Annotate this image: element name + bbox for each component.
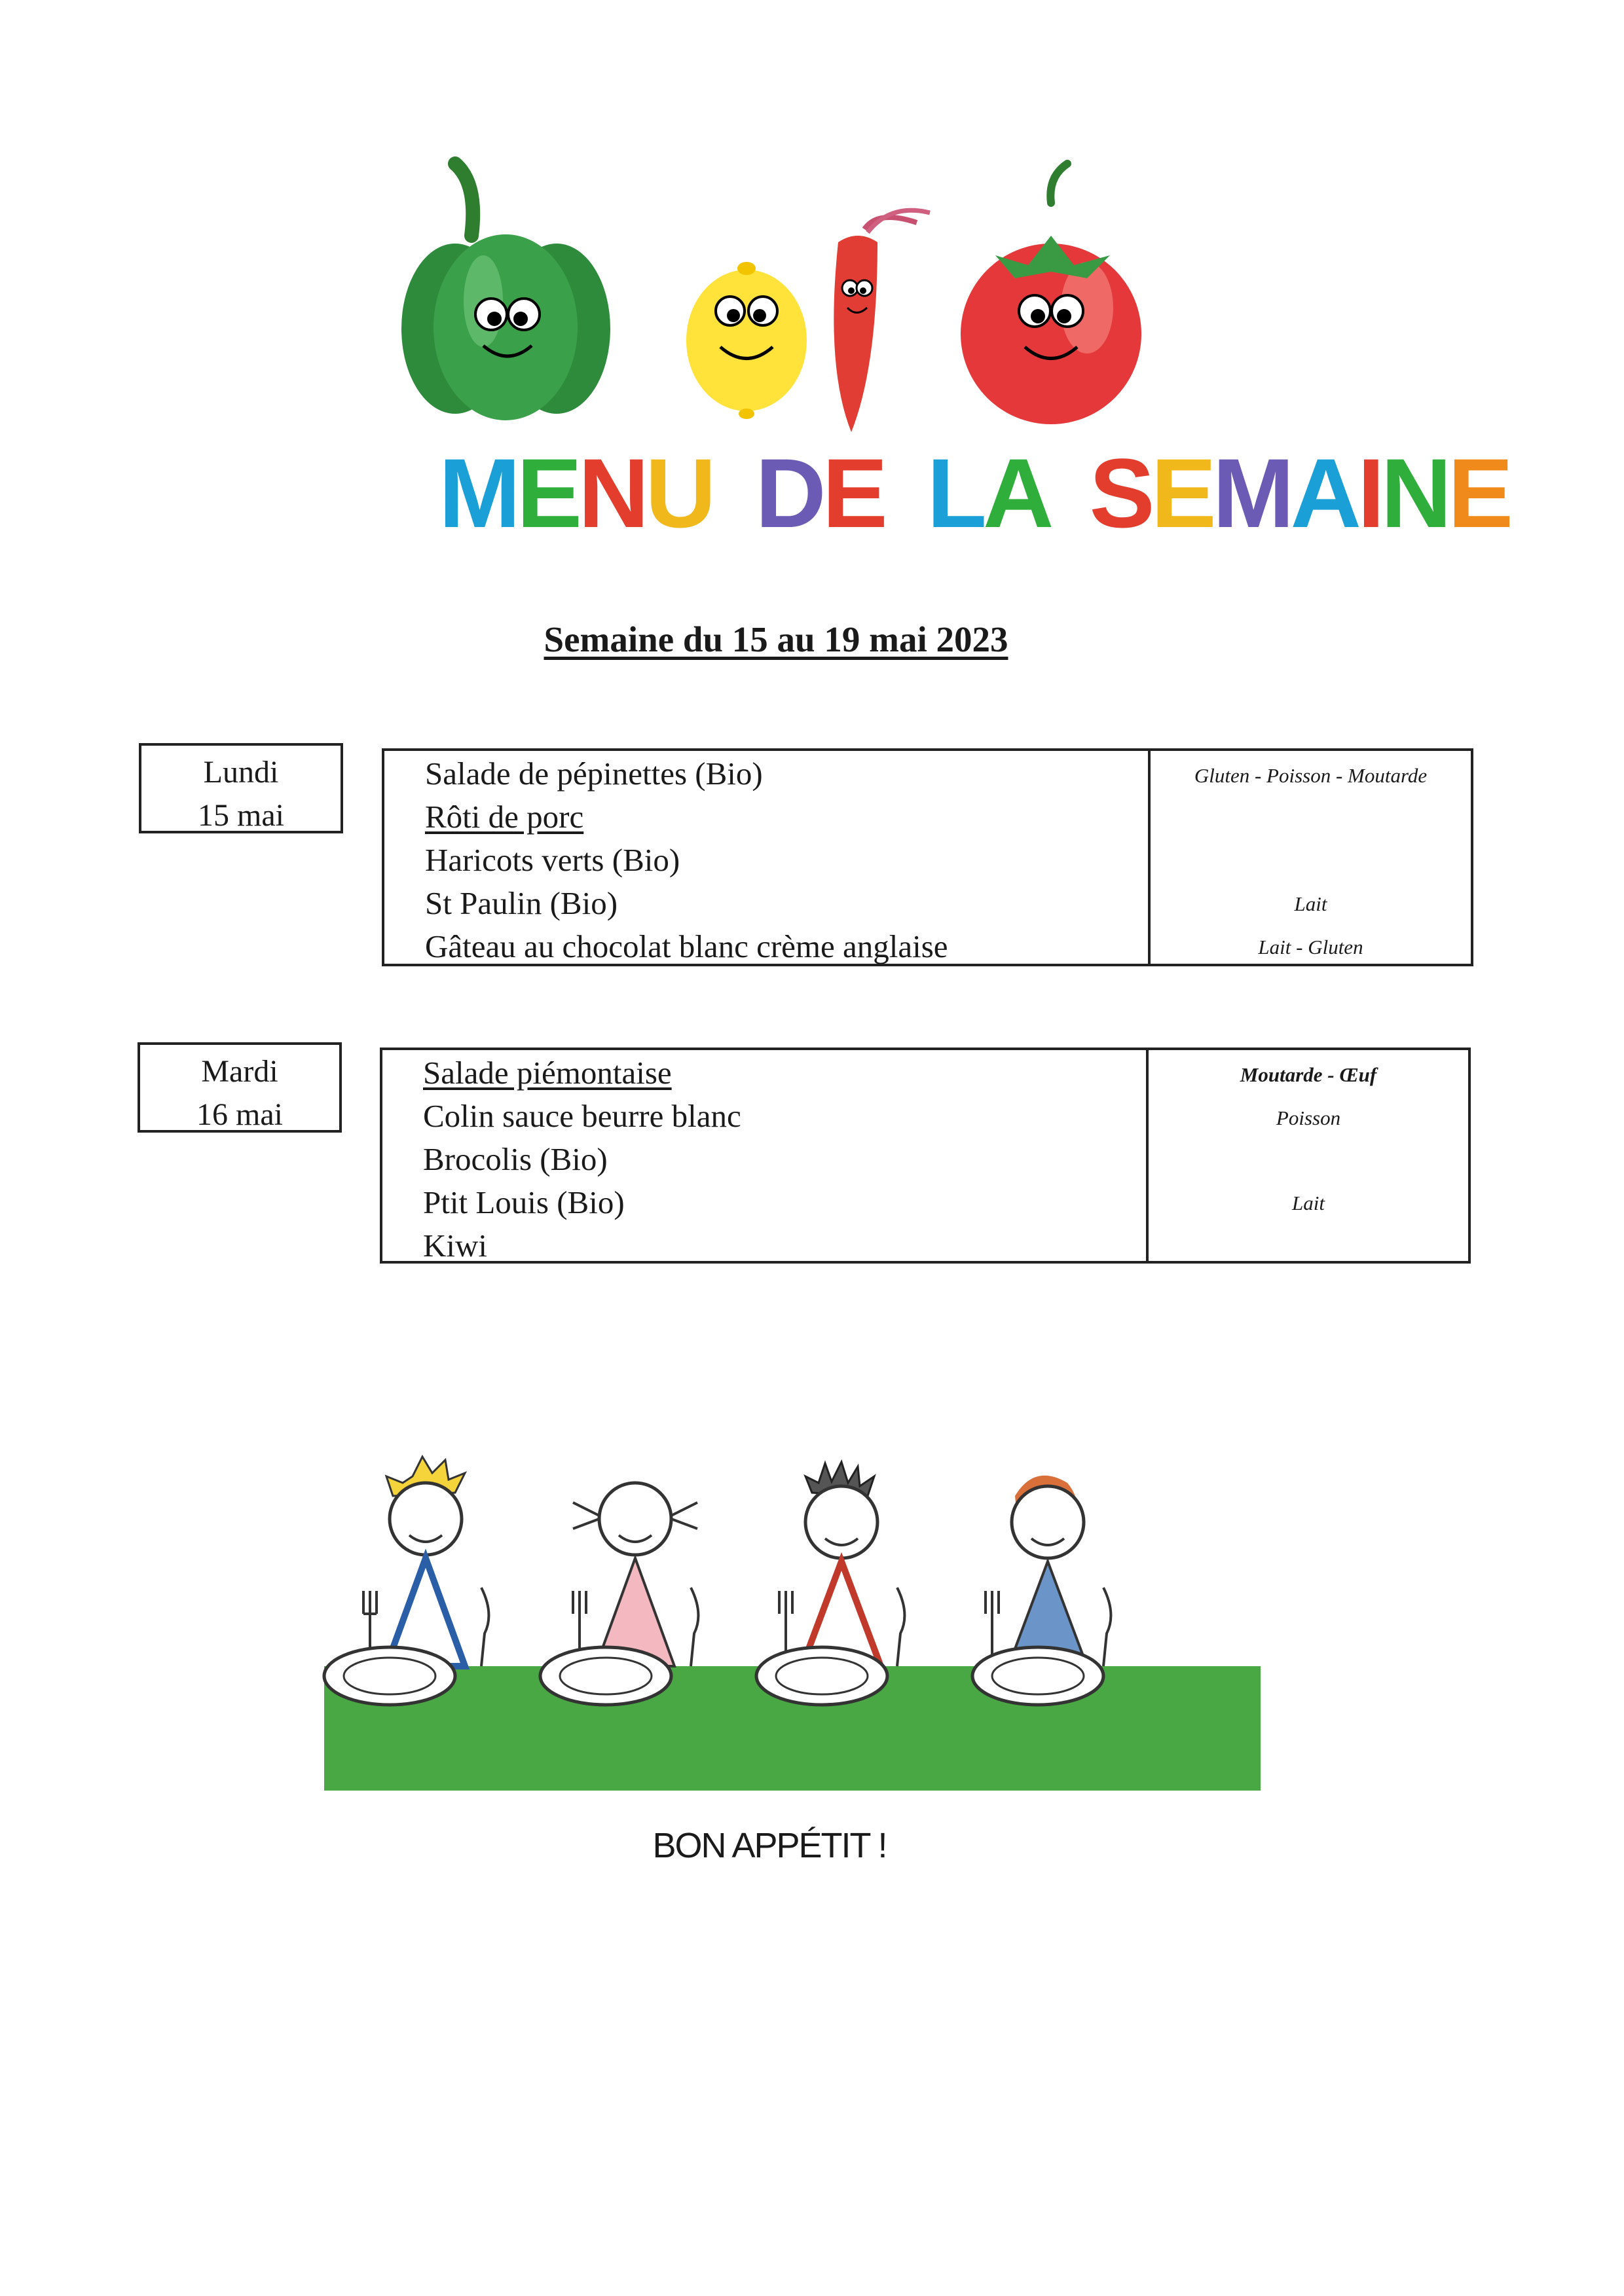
day-date: 16 mai — [196, 1097, 283, 1132]
dish-item: Salade piémontaise — [423, 1055, 672, 1091]
logo-title — [432, 419, 1510, 570]
dish-list — [382, 1050, 1149, 1264]
allergen-note: Lait — [1292, 1192, 1325, 1214]
allergen-list — [1151, 751, 1471, 964]
dish-item: Colin sauce beurre blanc — [423, 1098, 741, 1134]
day-box-mardi — [138, 1042, 342, 1133]
dish-list — [384, 751, 1151, 964]
green-pepper-icon — [401, 164, 610, 420]
menu-box-mardi — [380, 1048, 1471, 1264]
allergen-list — [1149, 1050, 1468, 1261]
children-at-table-illustration — [324, 1457, 1274, 1810]
carrot-icon — [834, 210, 930, 432]
day-date: 15 mai — [198, 798, 284, 833]
week-title: Semaine du 15 au 19 mai 2023 — [544, 619, 1008, 659]
dish-item: Kiwi — [423, 1228, 487, 1264]
dish-item: Rôti de porc — [425, 799, 584, 835]
tomato-icon — [961, 164, 1141, 424]
day-name: Mardi — [201, 1054, 278, 1089]
allergen-note: Moutarde - Œuf — [1240, 1063, 1377, 1086]
allergen-note: Poisson — [1276, 1106, 1341, 1129]
dish-item: Brocolis (Bio) — [423, 1141, 608, 1177]
menu-box-lundi — [382, 748, 1473, 966]
allergen-note: Lait - Gluten — [1258, 936, 1363, 958]
day-box-lundi — [139, 743, 343, 833]
lemon-icon — [686, 262, 807, 419]
dish-item: Salade de pépinettes (Bio) — [425, 756, 763, 792]
closing-message: BON APPÉTIT ! — [652, 1826, 887, 1865]
child-figure-icon — [756, 1462, 904, 1705]
dish-item: Ptit Louis (Bio) — [423, 1184, 625, 1220]
svg-text:MENU DE LA SEMAINE: MENU DE LA SEMAINE — [439, 438, 1510, 548]
child-figure-icon — [324, 1457, 489, 1705]
dish-item: St Paulin (Bio) — [425, 885, 618, 921]
child-figure-icon — [972, 1476, 1111, 1705]
day-name: Lundi — [203, 755, 279, 790]
allergen-note: Gluten - Poisson - Moutarde — [1194, 764, 1428, 787]
dish-item: Gâteau au chocolat blanc crème anglaise — [425, 928, 948, 964]
allergen-note: Lait — [1294, 892, 1327, 915]
dish-item: Haricots verts (Bio) — [425, 842, 680, 878]
